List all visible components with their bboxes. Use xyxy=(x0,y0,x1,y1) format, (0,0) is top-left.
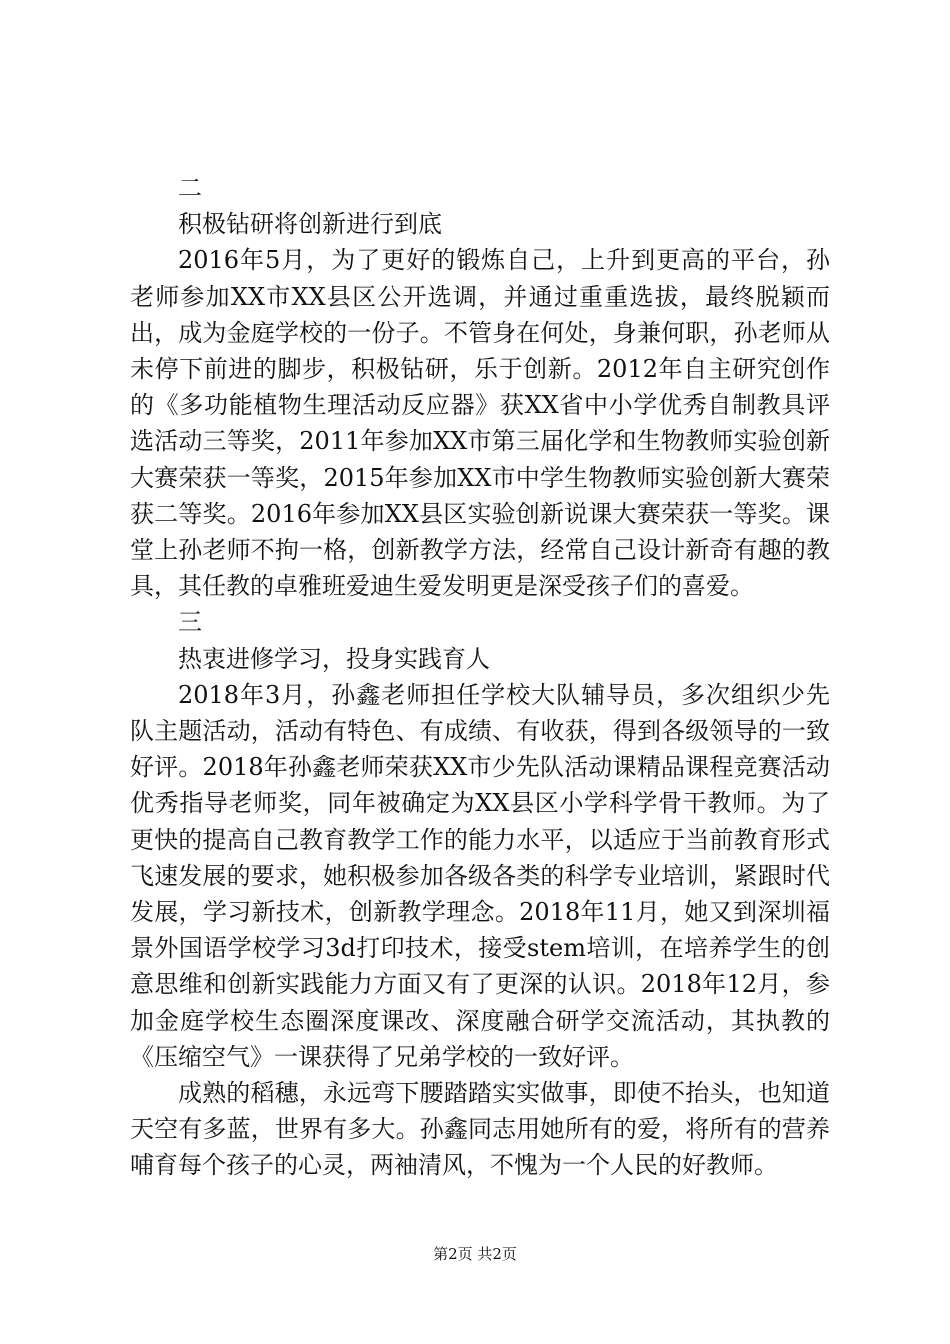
section-number: 二 xyxy=(178,174,202,202)
section-heading: 积极钻研将创新进行到底 xyxy=(178,210,442,239)
document-body xyxy=(130,170,830,1184)
section-number: 三 xyxy=(178,608,202,637)
body-paragraph: 2016年5月，为了更好的锻炼自己，上升到更高的平台，孙老师参加XX市XX县区公开选调，并通过重重选拔，最终脱颖而出，成为金庭学校的一份子。不管身在何处，身兼何职，孙老师从未停下前进的脚步，积极钻研，乐于创新。2012年自主研究创作的《多功能植物生理活动反应器》获XX省中小学优秀自制教具评选活动三等奖，2011年参加XX市第三届化学和生物教师实验创新大赛荣获一等奖，2015年参加XX市中学生物教师实验创新大赛荣获二等奖。2016年参加XX县区实验创新说课大赛荣获一等奖。课堂上孙老师不拘一格，创新教学方法，经常自己设计新奇有趣的教具，其任教的卓雅班爱迪生爱发明更是深受孩子们的喜爱。 xyxy=(130,246,830,601)
section-heading: 热衷进修学习，投身实践育人 xyxy=(178,644,490,673)
closing-paragraph: 成熟的稻穗，永远弯下腰踏踏实实做事，即使不抬头，也知道天空有多蓝，世界有多大。孙鑫同志用她所有的爱，将所有的营养哺育每个孩子的心灵，两袖清风，不愧为一个人民的好教师。 xyxy=(130,1079,830,1180)
page-footer: 第2页 共2页 xyxy=(433,1245,517,1263)
body-paragraph: 2018年3月，孙鑫老师担任学校大队辅导员，多次组织少先队主题活动，活动有特色、有成绩、有收获，得到各级领导的一致好评。2018年孙鑫老师荣获XX市少先队活动课精品课程竞赛活动优秀指导老师奖，同年被确定为XX县区小学科学骨干教师。为了更快的提高自己教育教学工作的能力水平，以适应于当前教育形式飞速发展的要求，她积极参加各级各类的科学专业培训，紧跟时代发展，学习新技术，创新教学理念。2018年11月，她又到深圳福景外国语学校学习3d打印技术，接受stem培训，在培养学生的创意思维和创新实践能力方面又有了更深的认识。2018年12月，参加金庭学校生态圈深度课改、深度融合研学交流活动，其执教的《压缩空气》一课获得了兄弟学校的一致好评。 xyxy=(130,680,830,1071)
